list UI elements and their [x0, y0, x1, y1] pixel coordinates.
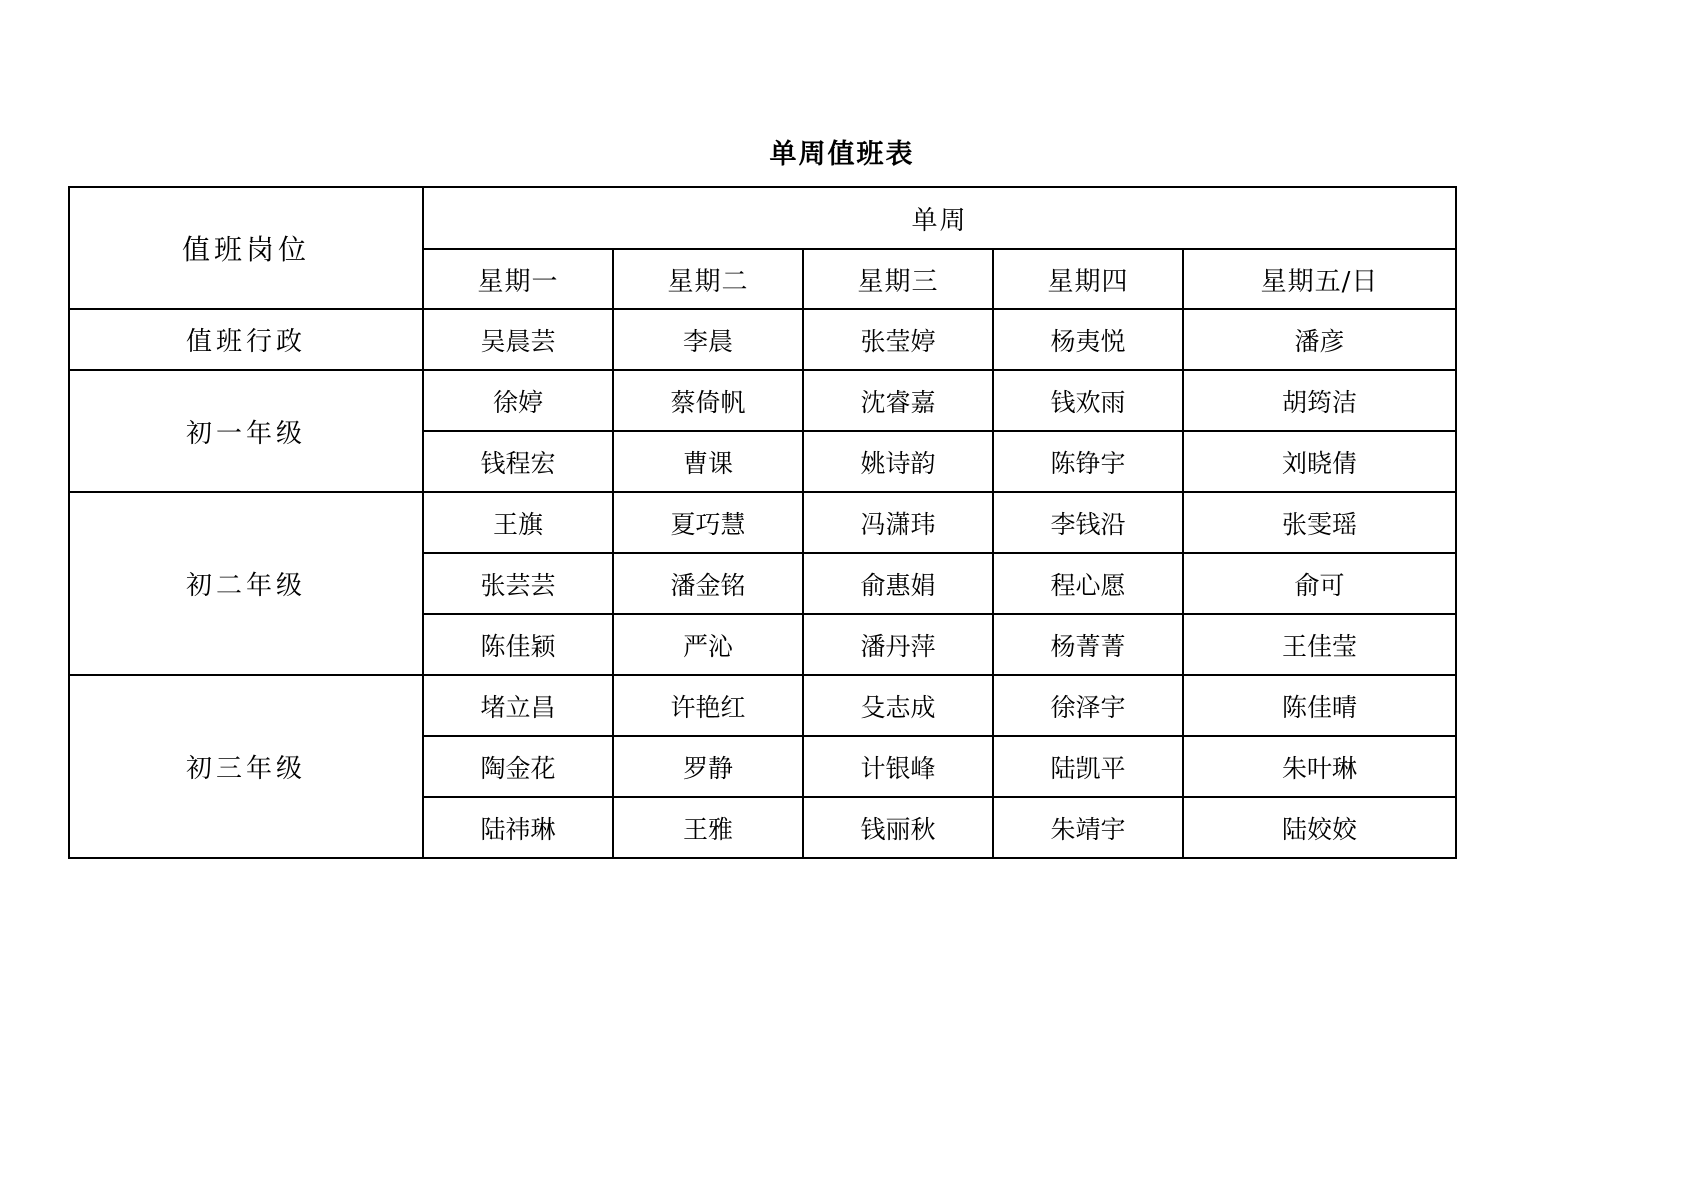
cell-name: 陈铮宇 — [993, 431, 1183, 492]
cell-name: 钱欢雨 — [993, 370, 1183, 431]
header-week: 单周 — [423, 187, 1456, 249]
page-title: 单周值班表 — [769, 139, 915, 170]
cell-name: 王佳莹 — [1183, 614, 1456, 675]
header-day-friday: 星期五/日 — [1183, 249, 1456, 309]
cell-name: 堵立昌 — [423, 675, 613, 736]
cell-name: 杨夷悦 — [993, 309, 1183, 370]
cell-name: 刘晓倩 — [1183, 431, 1456, 492]
cell-name: 俞可 — [1183, 553, 1456, 614]
group-label-grade8: 初二年级 — [69, 492, 423, 675]
group-label-grade9: 初三年级 — [69, 675, 423, 858]
cell-name: 陈佳晴 — [1183, 675, 1456, 736]
duty-schedule-table — [68, 186, 1457, 859]
cell-name: 胡筠洁 — [1183, 370, 1456, 431]
cell-name: 朱叶琳 — [1183, 736, 1456, 797]
cell-name: 陶金花 — [423, 736, 613, 797]
cell-name: 计银峰 — [803, 736, 993, 797]
cell-name: 李晨 — [613, 309, 803, 370]
header-day-thursday: 星期四 — [993, 249, 1183, 309]
cell-name: 钱丽秋 — [803, 797, 993, 858]
cell-name: 张芸芸 — [423, 553, 613, 614]
cell-name: 程心愿 — [993, 553, 1183, 614]
table-row — [69, 370, 1456, 431]
cell-name: 李钱沿 — [993, 492, 1183, 553]
cell-name: 俞惠娟 — [803, 553, 993, 614]
group-label-grade7: 初一年级 — [69, 370, 423, 492]
cell-name: 夏巧慧 — [613, 492, 803, 553]
cell-name: 许艳红 — [613, 675, 803, 736]
cell-name: 潘金铭 — [613, 553, 803, 614]
cell-name: 杨菁菁 — [993, 614, 1183, 675]
cell-name: 曹课 — [613, 431, 803, 492]
cell-name: 钱程宏 — [423, 431, 613, 492]
table-header-row-week — [69, 187, 1456, 249]
cell-name: 王雅 — [613, 797, 803, 858]
header-day-monday: 星期一 — [423, 249, 613, 309]
cell-name: 王旗 — [423, 492, 613, 553]
cell-name: 罗静 — [613, 736, 803, 797]
cell-name: 陆凯平 — [993, 736, 1183, 797]
cell-name: 徐泽宇 — [993, 675, 1183, 736]
cell-name: 陈佳颖 — [423, 614, 613, 675]
cell-name: 朱靖宇 — [993, 797, 1183, 858]
cell-name: 张莹婷 — [803, 309, 993, 370]
cell-name: 陆姣姣 — [1183, 797, 1456, 858]
cell-name: 冯潇玮 — [803, 492, 993, 553]
header-day-tuesday: 星期二 — [613, 249, 803, 309]
cell-name: 姚诗韵 — [803, 431, 993, 492]
cell-name: 严沁 — [613, 614, 803, 675]
table-row — [69, 675, 1456, 736]
cell-name: 蔡倚帆 — [613, 370, 803, 431]
cell-name: 殳志成 — [803, 675, 993, 736]
cell-name: 徐婷 — [423, 370, 613, 431]
table-row — [69, 492, 1456, 553]
cell-name: 潘丹萍 — [803, 614, 993, 675]
cell-name: 潘彦 — [1183, 309, 1456, 370]
header-day-wednesday: 星期三 — [803, 249, 993, 309]
cell-name: 陆祎琳 — [423, 797, 613, 858]
cell-name: 吴晨芸 — [423, 309, 613, 370]
table-row — [69, 309, 1456, 370]
cell-name: 沈睿嘉 — [803, 370, 993, 431]
group-label-admin: 值班行政 — [69, 309, 423, 370]
header-position: 值班岗位 — [69, 187, 423, 309]
cell-name: 张雯瑶 — [1183, 492, 1456, 553]
